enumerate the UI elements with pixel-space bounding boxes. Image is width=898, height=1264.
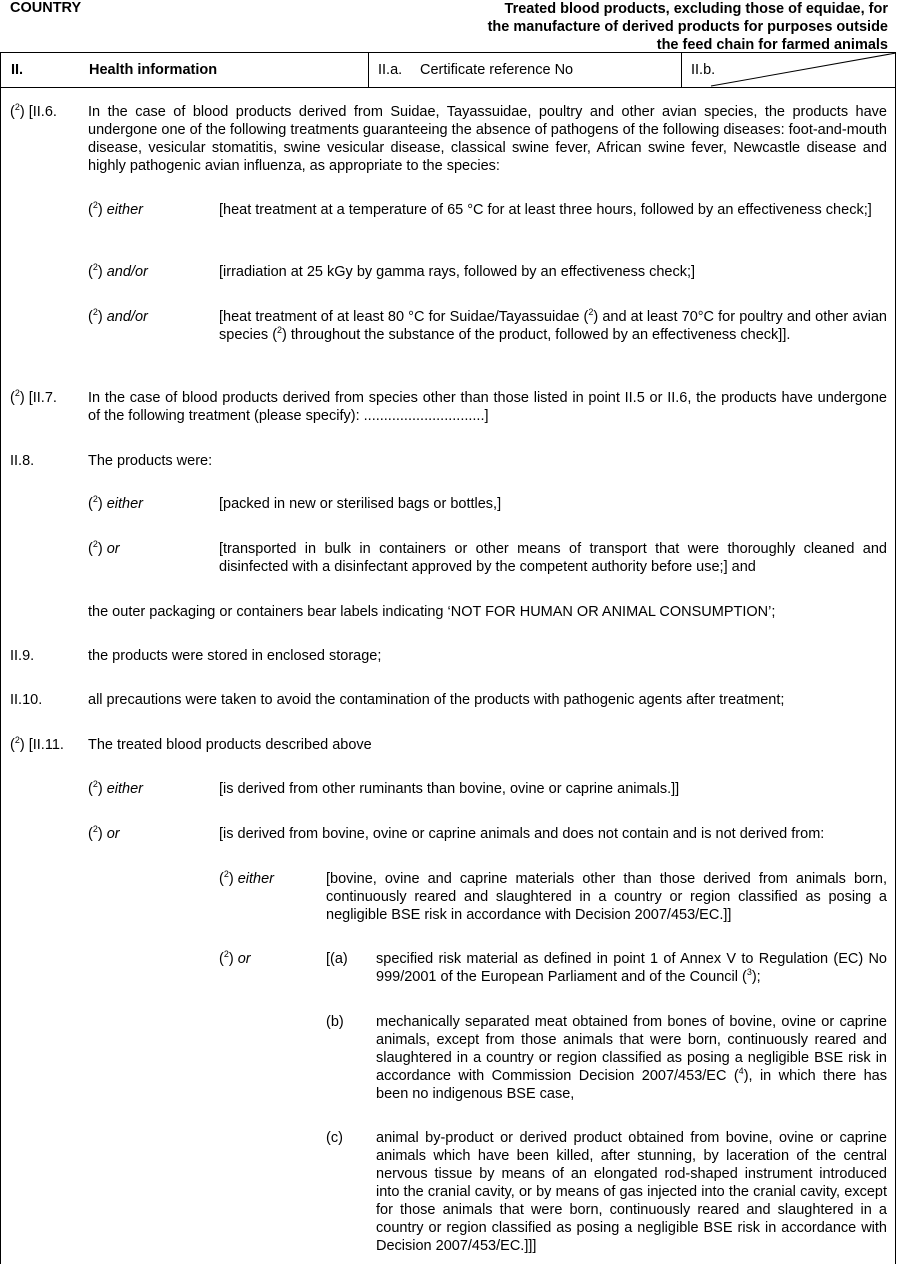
footnote-ref: 2 (588, 307, 594, 318)
option-word: and/or (106, 309, 148, 325)
footnote-ref: 2 (14, 102, 20, 113)
option-text: [transported in bulk in containers or other means of transport that were thoroughly cleaned and disinfected with a disinfectant approved by the competent authority before use;] and (219, 541, 887, 575)
point-ii11-number: ($^2$) [II.11. (10, 735, 64, 753)
point-ii8-number: II.8. (10, 453, 35, 469)
certificate-title (368, 0, 888, 54)
paren: ( (10, 104, 15, 120)
option-label: ($^2$) either (88, 494, 143, 512)
footnote-ref: 2 (92, 262, 98, 273)
point-ii9-text: the products were stored in enclosed storage; (88, 648, 382, 664)
point-ii8-text: The products were: (88, 453, 213, 469)
text-part: ) and at least 70°C for poultry and other avian species ( (219, 309, 887, 343)
point-ii11-text: The treated blood products described above (88, 737, 372, 753)
column-divider (368, 53, 369, 87)
option-label: ($^2$) and/or (88, 307, 148, 325)
footnote-ref: 2 (92, 200, 98, 211)
footnote-ref: 2 (14, 735, 20, 746)
sub-option-text: [bovine, ovine and caprine materials other than those derived from animals born, continuously reared and slaughtered in a country or region classified as posing a negligible BSE risk in accordance with Decision 2007/453/EC.]] (326, 871, 887, 923)
point-ii6-text: In the case of blood products derived from Suidae, Tayassuidae, poultry and other avian species, the products have undergone one of the following treatments guaranteeing the absence of pathogens of the following diseases: foot-and-mouth disease, vesicular stomatitis, swine vesicular disease, classical swine fever, African swine fever, Newcastle disease and highly pathogenic avian influenza, as appropriate to the species: (88, 104, 887, 174)
option-label: ($^2$) or (88, 824, 120, 842)
option-text (219, 308, 887, 344)
option-text: [irradiation at 25 kGy by gamma rays, followed by an effectiveness check;] (219, 264, 696, 280)
point-label: ) [II.11. (19, 737, 64, 753)
certificate-title-line: Treated blood products, excluding those of equidae, for (504, 1, 888, 17)
sub-option-label: ($^2$) or (219, 949, 251, 967)
option-word: either (237, 871, 274, 887)
option-label: ($^2$) or (88, 539, 120, 557)
item-b-label: (b) (326, 1014, 344, 1030)
option-text: [is derived from bovine, ovine or caprine animals and does not contain and is not derived from: (219, 826, 825, 842)
point-ii6-number (10, 103, 57, 121)
packaging-label-text: the outer packaging or containers bear labels indicating ‘NOT FOR HUMAN OR ANIMAL CONSUMPTION’; (88, 604, 776, 620)
sub-option-label: ($^2$) either (219, 869, 274, 887)
point-ii10-number: II.10. (10, 692, 43, 708)
option-word: or (237, 951, 251, 967)
text-part: ), in which there has been no indigenous BSE case, (376, 1068, 887, 1102)
text-part: mechanically separated meat obtained from bones of bovine, ovine or caprine animals, except from those animals that were born, continuously reared and slaughtered in a country or region classified as posing a negligible BSE risk in accordance with Commission Decision 2007/453/EC ( (376, 1014, 887, 1084)
footnote-ref: 2 (92, 824, 98, 835)
point-label: ) [II.6. (19, 104, 57, 120)
option-word: or (106, 541, 120, 557)
item-a-text (376, 950, 887, 986)
point-label: ) [II.7. (19, 390, 57, 406)
iib-diagonal-line (681, 53, 897, 87)
footnote-ref: 2 (277, 325, 283, 336)
section-number: II. (11, 62, 24, 78)
option-label: ($^2$) either (88, 779, 143, 797)
certificate-title-line: the feed chain for farmed animals (656, 37, 888, 53)
footnote-ref: 2 (223, 869, 229, 880)
option-label: ($^2$) either (88, 200, 143, 218)
option-word: either (106, 781, 143, 797)
option-label: ($^2$) and/or (88, 262, 148, 280)
item-a-label: [(a) (326, 951, 348, 967)
ref-label: II.a. (378, 62, 403, 78)
point-ii7-text: In the case of blood products derived from species other than those listed in point II.5 or II.6, the products have undergone of the following treatment (please specify): ..............................] (88, 390, 887, 424)
text-part: ); (751, 969, 761, 985)
footnote-ref: 4 (738, 1066, 744, 1077)
health-info-header-row (0, 52, 896, 88)
footnote-ref: 2 (92, 779, 98, 790)
footnote-ref: 2 (92, 307, 98, 318)
certificate-title-line: the manufacture of derived products for purposes outside (487, 19, 888, 35)
footnote-ref: 2 (14, 388, 20, 399)
country-label: COUNTRY (10, 0, 82, 16)
text-part: ) throughout the substance of the product, followed by an effectiveness check]]. (282, 327, 791, 343)
section-title: Health information (89, 62, 218, 78)
option-text: [packed in new or sterilised bags or bottles,] (219, 496, 502, 512)
item-c-label: (c) (326, 1130, 343, 1146)
footnote-ref: 2 (92, 494, 98, 505)
option-text: [is derived from other ruminants than bovine, ovine or caprine animals.]] (219, 781, 680, 797)
item-b-text (376, 1013, 887, 1103)
text-part: [heat treatment of at least 80 °C for Suidae/Tayassuidae ( (219, 309, 589, 325)
option-word: and/or (106, 264, 148, 280)
footnote-ref: 3 (746, 967, 752, 978)
option-text: [heat treatment at a temperature of 65 °C for at least three hours, followed by an effectiveness check;] (219, 202, 872, 218)
text-part: specified risk material as defined in point 1 of Annex V to Regulation (EC) No 999/2001 of the European Parliament and of the Council ( (376, 951, 887, 985)
item-c-text: animal by-product or derived product obtained from bovine, ovine or caprine animals which have been killed, after stunning, by laceration of the central nervous tissue by means of an elongated rod-shaped instrument introduced into the cranial cavity, or by means of gas injected into the cranial cavity, except for those animals that were born, continuously reared and slaughtered in a country or region classified as posing a negligible BSE risk in accordance with Decision 2007/453/EC.]]] (376, 1130, 887, 1254)
point-ii7-number: ($^2$) [II.7. (10, 388, 57, 406)
option-word: either (106, 496, 143, 512)
option-word: or (106, 826, 120, 842)
option-word: either (106, 202, 143, 218)
footnote-ref: 2 (223, 949, 229, 960)
iib-label: II.b. (691, 62, 716, 78)
point-ii10-text: all precautions were taken to avoid the contamination of the products with pathogenic agents after treatment; (88, 692, 785, 708)
certificate-reference-label: Certificate reference No (420, 62, 574, 78)
footnote-ref: 2 (92, 539, 98, 550)
point-ii9-number: II.9. (10, 648, 35, 664)
